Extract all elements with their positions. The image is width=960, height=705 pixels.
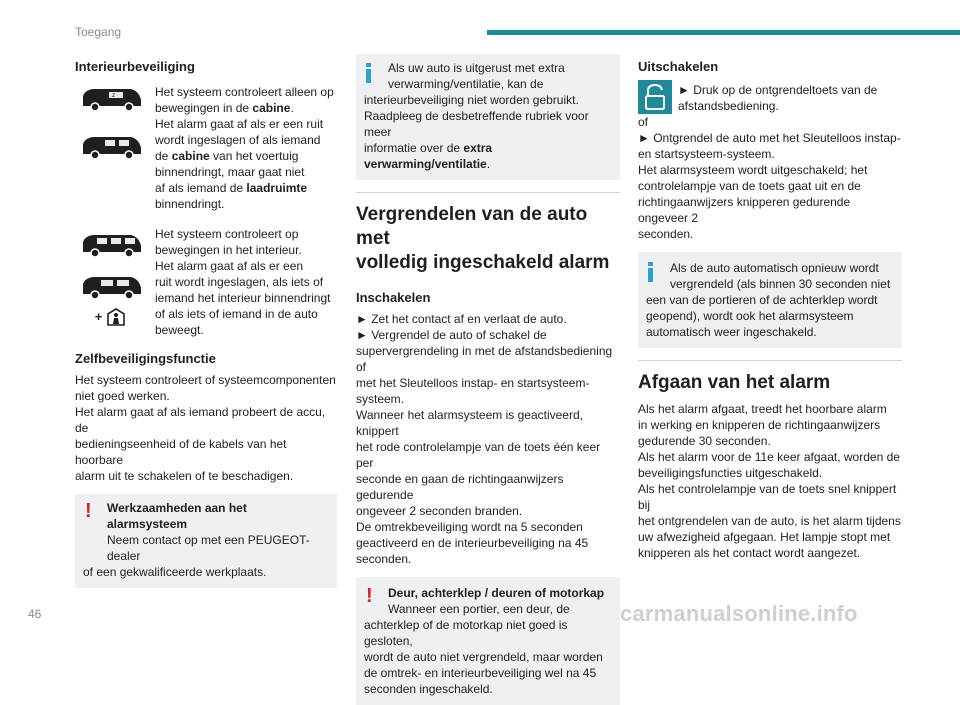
- heading-interieurbeveiliging: Interieurbeveiliging: [75, 59, 195, 74]
- text-line: of: [638, 115, 649, 129]
- divider: [638, 360, 902, 361]
- text-line: Het systeem controleert of systeemcomponenten: [75, 373, 336, 387]
- text-line: het ontgrendelen van de auto, is het alarm tijdens: [638, 514, 901, 528]
- text-line: knipperen als het contact wordt aangezet.: [638, 546, 861, 560]
- text-line: niet goed werken.: [75, 389, 170, 403]
- warning-title: [83, 500, 329, 532]
- text-line: seconde en gaan de richtingaanwijzers gedurende: [356, 472, 564, 502]
- warning-box-deuren: [356, 577, 620, 705]
- text-line: wordt ingeslagen of als iemand: [155, 133, 321, 147]
- header-accent-bar: [487, 30, 960, 35]
- text-line: richtingaanwijzers knipperen gedurende ongeveer 2: [638, 195, 851, 225]
- text-line: Het systeem controleert op: [155, 227, 299, 241]
- van-icons-cabin: [75, 84, 147, 212]
- heading-uitschakelen: Uitschakelen: [638, 59, 719, 74]
- text-line: [155, 180, 334, 196]
- text-line: Als het controlelampje van de toets snel knippert bij: [638, 482, 897, 512]
- text-line: met het Sleutelloos instap- en startsysteem-systeem.: [356, 376, 590, 406]
- text-line: iemand het interieur binnendringt: [155, 291, 331, 305]
- motion-sensor-row: [95, 306, 128, 328]
- text-line: [155, 148, 334, 164]
- heading-zelfbeveiliging: Zelfbeveiligingsfunctie: [75, 351, 216, 366]
- text-line: ► Druk op de ontgrendeltoets van de: [678, 83, 878, 97]
- text-line: supervergrendeling in met de afstandsbediening of: [356, 344, 613, 374]
- warning-icon: !: [366, 585, 373, 607]
- column-3: [638, 58, 902, 561]
- text-line: De omtrekbeveiliging wordt na 5 seconden: [356, 520, 583, 534]
- van-cabin-icon-2: [79, 132, 143, 162]
- van-icons-interior: [75, 226, 147, 338]
- text-line: Als de auto automatisch opnieuw wordt: [670, 261, 879, 275]
- text-line: bedieningseenheid of de kabels van het hoorbare: [75, 437, 287, 467]
- text-line: een van de portieren of de achterklep wordt: [646, 293, 878, 307]
- text-line: Raadpleeg de desbetreffende rubriek voor meer: [364, 109, 589, 139]
- text-line: wordt de auto niet vergrendeld, maar worden: [364, 650, 603, 664]
- zelfbeveiliging-text: [75, 372, 337, 484]
- watermark: carmanualsonline.info: [620, 601, 858, 626]
- text-line: Het alarm gaat af als er een ruit: [155, 117, 324, 131]
- text-line: Neem contact op met een PEUGEOT-dealer: [107, 533, 310, 563]
- text-line: achterklep of de motorkap niet goed is gesloten,: [364, 618, 568, 648]
- warning-icon: !: [85, 500, 92, 522]
- text-line: het rode controlelampje van de toets één keer per: [356, 440, 601, 470]
- text-line: en startsysteem-systeem.: [638, 147, 775, 161]
- text-line: ► Zet het contact af en verlaat de auto.: [356, 312, 567, 326]
- divider: [356, 192, 620, 193]
- text-line: seconden.: [638, 227, 694, 241]
- text-line: interieurbeveiliging niet worden gebruikt.: [364, 93, 579, 107]
- van-interior-icon: [79, 230, 143, 260]
- plus-sign: +: [94, 309, 103, 324]
- text-line: binnendringt, maar gaat niet: [155, 165, 305, 179]
- text-line: seconden ingeschakeld.: [364, 682, 493, 696]
- text-line: beweegt.: [155, 323, 204, 337]
- column-1: [75, 58, 337, 588]
- text-span: de: [155, 149, 172, 163]
- warning-title: [364, 585, 612, 601]
- unlock-icon: [638, 80, 672, 114]
- text-line: verwarming/ventilatie, kan de: [388, 77, 544, 91]
- cabin-protection-block: [75, 84, 337, 212]
- text-span: .: [290, 101, 294, 115]
- text-line: in werking en knipperen de richtingaanwijzers: [638, 418, 881, 432]
- text-span: af als iemand de: [155, 181, 247, 195]
- motion-sensor-icon: [105, 306, 127, 328]
- text-line: ongeveer 2 seconden branden.: [356, 504, 523, 518]
- text-line: of een gekwalificeerde werkplaats.: [83, 565, 267, 579]
- uitschakelen-text: [638, 130, 902, 242]
- column-2: [356, 54, 620, 705]
- text-line: beveiligingsfuncties uitgeschakeld.: [638, 466, 823, 480]
- van-cabin-icon: [79, 84, 143, 114]
- warning-box-alarmsysteem: [75, 494, 337, 588]
- text-span: informatie over de: [364, 141, 464, 155]
- svg-text:z: z: [112, 92, 116, 99]
- title-line-1: Vergrendelen van de auto met: [356, 204, 588, 249]
- text-line: automatisch weer ingeschakeld.: [646, 325, 817, 339]
- heading-inschakelen: Inschakelen: [356, 290, 431, 305]
- text-line: Het systeem controleert alleen op: [155, 85, 334, 99]
- text-line: Als het alarm voor de 11e keer afgaat, worden de: [638, 450, 900, 464]
- text-line: ► Vergrendel de auto of schakel de: [356, 328, 547, 342]
- section-title: Toegang: [75, 25, 122, 39]
- text-line: of als iets of iemand in de auto: [155, 307, 318, 321]
- inschakelen-text: [356, 311, 620, 567]
- bold-link-text: extra verwarming/ventilatie: [364, 141, 493, 171]
- title-vergrendelen: [356, 203, 620, 275]
- info-box-automatisch: [638, 252, 902, 348]
- text-line: [364, 140, 612, 172]
- info-box-verwarming: [356, 54, 620, 180]
- interior-text: [155, 226, 330, 338]
- text-line: bewegingen in het interieur.: [155, 243, 302, 257]
- unlock-step: [638, 80, 902, 114]
- text-line: Wanneer een portier, een deur, de: [388, 602, 570, 616]
- cabine-bold: cabine: [171, 149, 210, 163]
- warning-title-text: Deur, achterklep / deuren of motorkap: [388, 586, 605, 600]
- text-line: uw afwezigheid afgegaan. Het lampje stopt met: [638, 530, 891, 544]
- laadruimte-bold: laadruimte: [246, 181, 308, 195]
- text-line: ► Ontgrendel de auto met het Sleutelloos instap-: [638, 131, 901, 145]
- text-line: vergrendeld (als binnen 30 seconden niet: [670, 277, 891, 291]
- text-line: afstandsbediening.: [678, 99, 779, 113]
- cabine-bold: cabine: [252, 101, 291, 115]
- text-span: van het voertuig: [209, 149, 299, 163]
- text-line: geopend), wordt ook het alarmsysteem: [646, 309, 854, 323]
- info-icon: [366, 63, 376, 83]
- text-span: bewegingen in de: [155, 101, 253, 115]
- interior-protection-block: [75, 226, 337, 338]
- cabin-text: [155, 84, 334, 212]
- afgaan-text: [638, 401, 902, 561]
- text-line: Het alarm gaat af als er een: [155, 259, 304, 273]
- text-line: Het alarm gaat af als iemand probeert de accu, de: [75, 405, 326, 435]
- text-line: Het alarmsysteem wordt uitgeschakeld; het: [638, 163, 868, 177]
- text-line: geactiveerd en de interieurbeveiliging na 45: [356, 536, 589, 550]
- text-line: alarm uit te schakelen of te beschadigen.: [75, 469, 294, 483]
- text-line: Wanneer het alarmsysteem is geactiveerd, knippert: [356, 408, 583, 438]
- text-line: de omtrek- en interieurbeveiliging wel na 45: [364, 666, 597, 680]
- text-line: binnendringt.: [155, 197, 225, 211]
- text-span: .: [486, 157, 491, 171]
- van-interior-icon-2: [79, 272, 143, 302]
- unlock-step-text: [678, 82, 877, 114]
- text-line: ruit wordt ingeslagen, als iets of: [155, 275, 324, 289]
- text-line: gedurende 30 seconden.: [638, 434, 771, 448]
- text-line: Als het alarm afgaat, treedt het hoorbare alarm: [638, 402, 887, 416]
- text-line: seconden.: [356, 552, 412, 566]
- text-line: [155, 100, 334, 116]
- page-number: 46: [28, 607, 42, 621]
- title-line-2: volledig ingeschakeld alarm: [356, 252, 610, 273]
- title-afgaan: Afgaan van het alarm: [638, 372, 831, 393]
- text-line: controlelampje van de toets gaat uit en de: [638, 179, 861, 193]
- warning-title-text: Werkzaamheden aan het alarmsysteem: [107, 501, 247, 531]
- info-icon: [648, 262, 658, 282]
- text-line: Als uw auto is uitgerust met extra: [388, 61, 565, 75]
